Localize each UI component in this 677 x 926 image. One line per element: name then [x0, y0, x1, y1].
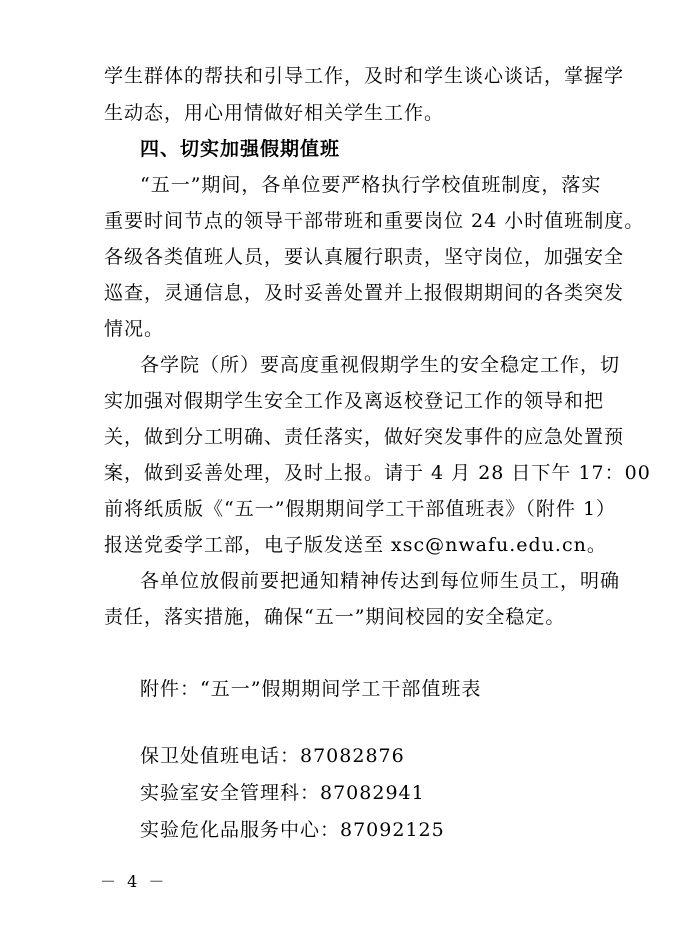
- attachment-note: 附件：“五一”假期期间学工干部值班表: [140, 678, 482, 700]
- body-line: “五一”期间，各单位要严格执行学校值班制度，落实: [140, 174, 602, 196]
- body-line: 各单位放假前要把通知精神传达到每位师生员工，明确: [140, 570, 621, 592]
- section-heading: 四、切实加强假期值班: [140, 138, 341, 160]
- body-line: 重要时间节点的领导干部带班和重要岗位 24 小时值班制度。: [104, 210, 645, 232]
- body-line: 责任，落实措施，确保“五一”期间校园的安全稳定。: [104, 606, 566, 628]
- contact-line: 实验室安全管理科：87082941: [140, 782, 425, 804]
- body-line: 关，做到分工明确、责任落实，做好突发事件的应急处置预: [104, 426, 625, 448]
- body-line: 学生群体的帮扶和引导工作，及时和学生谈心谈话，掌握学: [104, 65, 625, 87]
- body-line: 各级各类值班人员，要认真履行职责，坚守岗位，加强安全: [104, 246, 625, 268]
- contact-line: 保卫处值班电话：87082876: [140, 745, 405, 767]
- page-number: － 4 －: [100, 872, 168, 891]
- body-line: 案，做到妥善处理，及时上报。请于 4 月 28 日下午 17：00: [104, 462, 651, 484]
- body-line: 情况。: [104, 318, 165, 340]
- body-line: 巡查，灵通信息，及时妥善处置并上报假期期间的各类突发: [104, 282, 625, 304]
- body-line: 实加强对假期学生安全工作及离返校登记工作的领导和把: [104, 390, 605, 412]
- body-line: 生动态，用心用情做好相关学生工作。: [104, 102, 445, 124]
- body-line: 前将纸质版《“五一”假期期间学工干部值班表》（附件 1）: [104, 498, 617, 520]
- body-line: 报送党委学工部，电子版发送至 xsc@nwafu.edu.cn。: [104, 534, 607, 556]
- contact-line: 实验危化品服务中心：87092125: [140, 819, 445, 841]
- body-line: 各学院（所）要高度重视假期学生的安全稳定工作，切: [140, 354, 621, 376]
